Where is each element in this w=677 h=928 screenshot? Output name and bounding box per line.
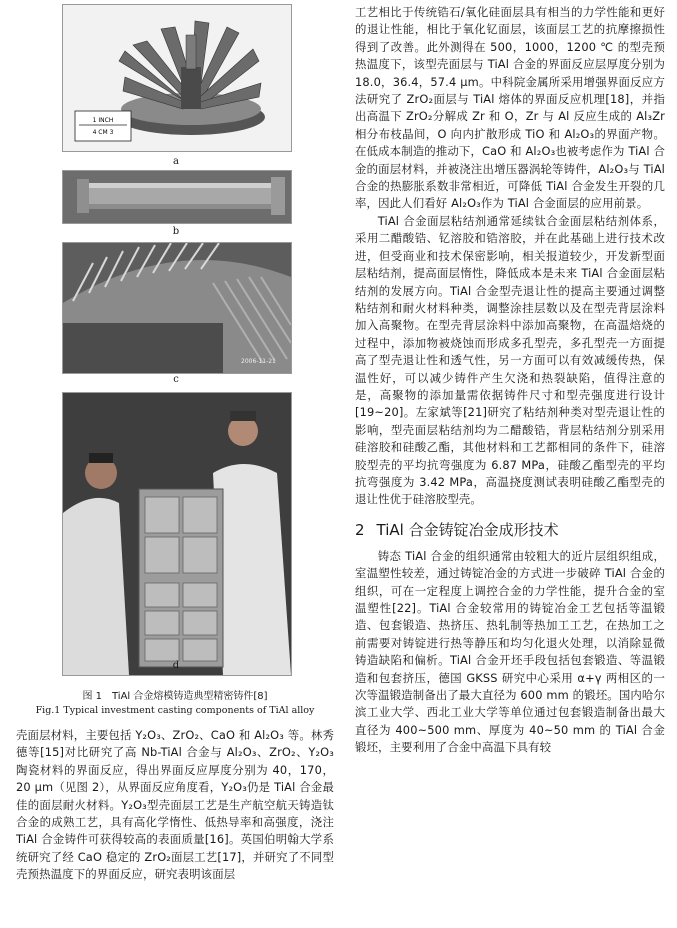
section-number: 2 <box>355 520 365 539</box>
figure-panel-c-blade-ring <box>62 242 292 374</box>
blade-ring-image <box>63 243 291 373</box>
panel-letter-d: d <box>172 660 180 671</box>
right-paragraph-2: TiAl 合金面层粘结剂通常延续钛合金面层粘结剂体系，采用二醋酸锆、钇溶胶和锆溶胶，并在此基础上进行技术改进，但受商业和技术保密影响，相关报道较少，开发新型面层粘结剂，提高面层惰性，降低成本是未来 TiAl 合金面层粘结剂的发展方向。TiAl 合金型壳退让性的提高主要通过调整粘结剂和耐火材料种类，调整涂挂层数以及在型壳背层涂料加入高聚物。在型壳背层涂料中添加高聚物，在高温焙烧的过程中，添加物被烧蚀而形成多孔型壳，多孔型壳一方面提高了型壳退让性和透气性，另一方面可以有效减缓传热，保温性好，可以减少铸件产生欠浇和热裂缺陷，值得注意的是，高聚物的添加量需依据铸件尺寸和型壳强度进行设计[19~20]。左家斌等[21]研究了粘结剂种类对型壳退让性的影响，型壳面层粘结剂均为二醋酸锆，背层粘结剂分别采用硅溶胶和硅酸乙酯，其他材料和工艺都相同的条件下，硅溶胶型壳的平均抗弯强度为 6.87 MPa，硅酸乙酯型壳的平均抗弯强度为 3.42 MPa，高温挠度测试表明硅酸乙酯型壳的退让性优于硅溶胶型壳。 <box>355 213 665 507</box>
figure-panel-d-researchers <box>62 392 292 676</box>
right-paragraph-1: 工艺相比于传统锆石/氧化硅面层具有相当的力学性能和更好的退让性能，相比于氧化钇面层，该面层工艺的抗摩擦损性得到了改善。此外测得在 500，1000，1200 ℃ 的型壳预热温度下，该型壳面层与 TiAl 合金的界面反应层厚度分别为 18.0，36.4，57.4 μm。中科院金属所采用增强界面反应方法研究了 ZrO₂面层与 TiAl 熔体的界面反应机理[18]，并指出高温下 ZrO₂分解成 Zr 和 O，Zr 与 Al 反应生成的 Al₃Zr 相分布枝晶间，O 向内扩散形成 TiO 和 Al₂O₃的界面产物。在低成本制造的推动下，CaO 和 Al₂O₃也被考虑作为 TiAl 合金的面层材料，并被浇注出增压器涡轮等铸件，Al₂O₃与 TiAl 合金的热膨胀系数非常相近，可降低 TiAl 合金发生开裂的几率，因此人们看好 Al₂O₃作为 TiAl 合金面层的应用前景。 <box>355 5 665 211</box>
right-paragraph-3: 铸态 TiAl 合金的组织通常由较粗大的近片层组织组成，室温塑性较差，通过铸锭冶金的方式进一步破碎 TiAl 合金的组织，可在一定程度上调控合金的力学性能，提升合金的室温塑性[22]。TiAl 合金较常用的铸锭冶金工艺包括等温锻造、包套锻造、热挤压、热轧制等热加工工艺，在热加工之前需要对铸锭进行热等静压和均匀化退火处理，以消除显微铸造缺陷和偏析。TiAl 合金开坯手段包括包套锻造、等温锻造和包套挤压，德国 GKSS 研究中心采用 α+γ 两相区的一次等温锻造制备出了最大直径为 600 mm 的锻坯。国内哈尔滨工业大学、西北工业大学等单位通过包套锻造制备出最大直径为 400~500 mm、厚度为 40~50 mm 的 TiAl 合金锻坯，主要利用了合金中高温下具有较 <box>355 548 665 755</box>
figure-caption-en: Fig.1 Typical investment casting components of TiAl alloy <box>35 705 315 716</box>
photo-stamp: 2006-11-21 <box>241 358 276 365</box>
figure-panel-a-impeller <box>62 4 292 152</box>
left-column <box>16 4 334 884</box>
panel-letter-c: c <box>173 374 179 385</box>
panel-letter-a: a <box>173 156 179 167</box>
right-column <box>355 4 665 757</box>
impeller-image <box>63 5 291 151</box>
scale-label: 1 INCH <box>92 117 114 124</box>
figure-panel-b-blade <box>62 170 292 224</box>
section-title: TiAl 合金铸锭冶金成形技术 <box>376 520 559 539</box>
figure-caption-cn: 图 1 TiAl 合金熔模铸造典型精密铸件[8] <box>82 691 268 702</box>
blade-image <box>63 171 291 223</box>
scale-label-2: 4 CM 3 <box>92 129 114 136</box>
left-paragraph: 壳面层材料，主要包括 Y₂O₃、ZrO₂、CaO 和 Al₂O₃ 等。林秀德等[15]对比研究了高 Nb-TiAl 合金与 Al₂O₃、ZrO₂、Y₂O₃ 陶瓷材料的界面反应，得出界面反应厚度分别为 40，170，20 μm（见图 2），从界面反应角度看，Y₂O₃仍是 TiAl 合金最佳的面层耐火材料。Y₂O₃型壳面层工艺是生产航空航天铸造钛合金的成熟工艺，具有高化学惰性、低热导率和高强度，浇注 TiAl 合金铸件可获得较高的表面质量[16]。英国伯明翰大学系统研究了经 CaO 稳定的 ZrO₂面层工艺[17]，并研究了不同型壳预热温度下的界面反应，研究表明该面层 <box>16 728 334 882</box>
section-heading <box>355 519 665 540</box>
panel-letter-b: b <box>172 226 180 237</box>
researchers-image <box>63 393 291 675</box>
